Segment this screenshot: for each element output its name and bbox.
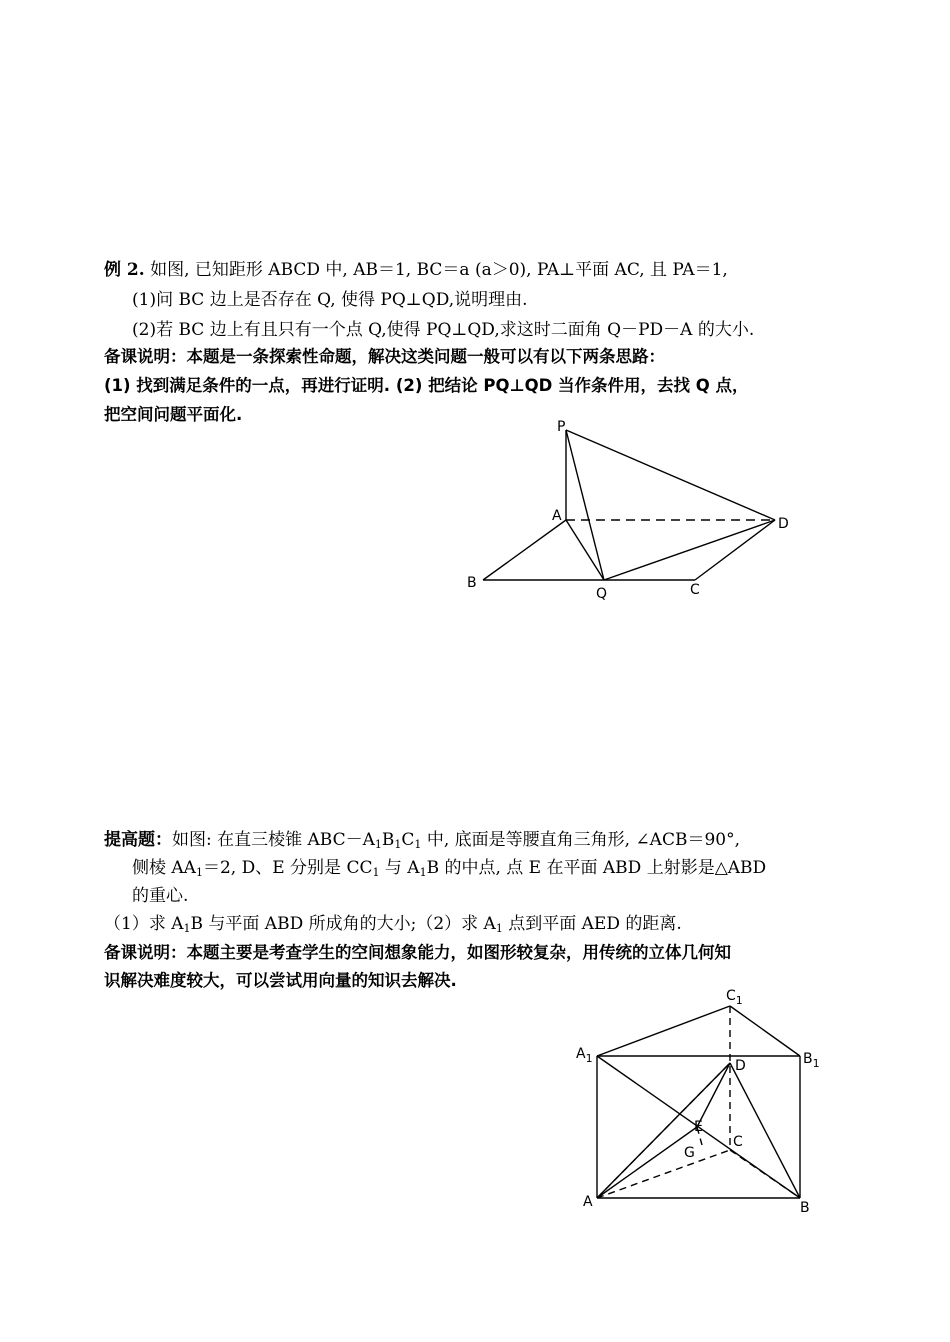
advanced-q-sub-2: 1 (495, 922, 503, 935)
advanced-q-text-a: （1）求 A (104, 914, 184, 934)
label-A1: $A_1$ (576, 1046, 593, 1065)
label-P: P (557, 419, 566, 435)
advanced-q-sub-1: 1 (183, 922, 191, 935)
edge-C1B1 (730, 1006, 800, 1056)
advanced-l1-sub-1: 1 (374, 838, 382, 851)
advanced-l2-text-d: B 的中点, 点 E 在平面 ABD 上射影是△ABD (426, 858, 767, 878)
label-G: G (684, 1145, 695, 1161)
advanced-line-3: 的重心. (132, 886, 189, 906)
advanced-q-text-c: 点到平面 AED 的距离. (502, 914, 682, 934)
advanced-l2-sub-3: 1 (419, 866, 427, 879)
label-Q: Q (596, 586, 608, 602)
label-D: D (778, 516, 789, 532)
edge-ED (697, 1063, 730, 1127)
label-C: C (690, 582, 700, 598)
advanced-l1-sub-2: 1 (394, 838, 402, 851)
advanced-note-2: 识解决难度较大，可以尝试用向量的知识去解决. (104, 971, 457, 990)
label-C1: $C_1$ (726, 988, 743, 1007)
label-A: A (583, 1194, 593, 1210)
label-E: E (694, 1119, 703, 1135)
advanced-q-text-b: B 与平面 ABD 所成角的大小;（2）求 A (190, 914, 496, 934)
example2-note-3: 把空间问题平面化. (104, 405, 243, 424)
edge-CB-hidden (730, 1150, 800, 1198)
label-B: B (467, 575, 477, 591)
advanced-l2-text-b: ＝2, D、E 分别是 CC (202, 858, 373, 878)
example2-question-2: (2)若 BC 边上有且只有一个点 Q,使得 PQ⊥QD,求这时二面角 Q－PD－A 的大小. (132, 320, 755, 340)
label-B1: $B_1$ (803, 1051, 820, 1070)
example2-note-2: (1) 找到满足条件的一点，再进行证明. (2) 把结论 PQ⊥QD 当作条件用，去找 Q 点， (104, 376, 749, 395)
label-C: C (733, 1134, 743, 1150)
example2-statement: 如图, 已知距形 ABCD 中, AB＝1, BC＝a (a＞0), PA⊥平面 AC, 且 PA＝1, (144, 260, 728, 280)
advanced-l1-text-d: 中, 底面是等腰直角三角形, ∠ACB＝90°, (421, 830, 740, 850)
label-B: B (800, 1200, 810, 1216)
label-D: D (735, 1058, 746, 1074)
advanced-l1-text-b: B (381, 830, 395, 850)
edge-AC-hidden (597, 1150, 730, 1198)
advanced-l1-text-c: C (401, 830, 415, 850)
label-A: A (552, 508, 562, 524)
advanced-l2-sub-1: 1 (195, 866, 203, 879)
example2-title: 例 2. (104, 260, 145, 280)
edge-A1C1 (597, 1006, 730, 1056)
edge-DB (730, 1063, 800, 1198)
example2-note-1: 备课说明：本题是一条探索性命题，解决这类问题一般可以有以下两条思路： (104, 347, 665, 366)
advanced-title: 提高题： (104, 830, 172, 850)
advanced-l1-text-a: 如图: 在直三棱锥 ABC－A (172, 830, 375, 850)
edge-AE (597, 1127, 697, 1198)
advanced-l2-sub-2: 1 (372, 866, 380, 879)
advanced-l1-sub-3: 1 (414, 838, 422, 851)
advanced-note-1: 备课说明：本题主要是考查学生的空间想象能力，如图形较复杂，用传统的立体几何知 (104, 943, 731, 962)
example2-question-1: (1)问 BC 边上是否存在 Q, 使得 PQ⊥QD,说明理由. (132, 290, 528, 310)
advanced-l2-text-a: 侧棱 AA (132, 858, 196, 878)
advanced-l2-text-c: 与 A (379, 858, 420, 878)
